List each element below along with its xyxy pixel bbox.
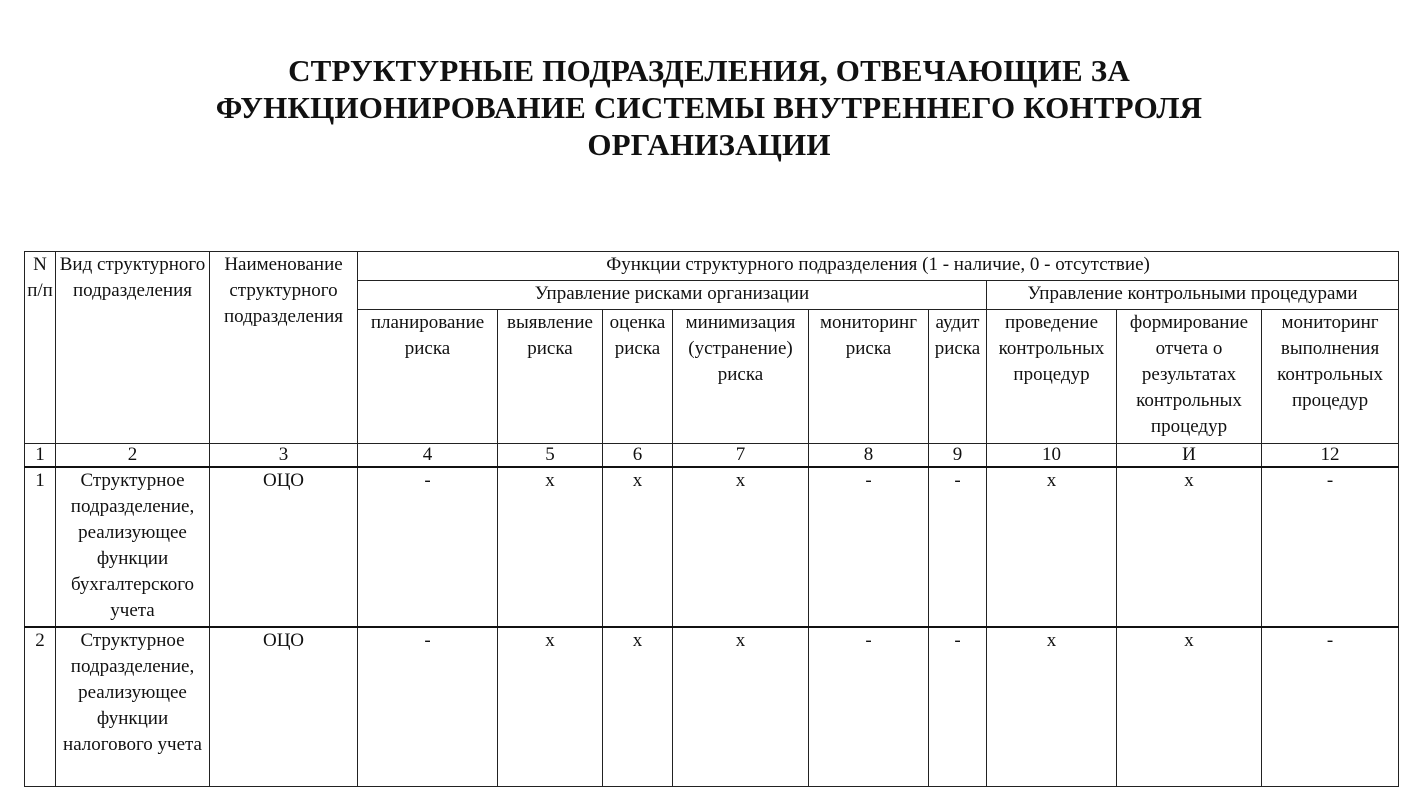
row-name: ОЦО xyxy=(210,627,358,787)
header-col-11: формирование отчета о результатах контрольных процедур xyxy=(1117,310,1262,444)
table-cell: х xyxy=(1117,627,1262,787)
header-functions: Функции структурного подразделения (1 - наличие, 0 - отсутствие) xyxy=(358,252,1399,281)
table-cell: х xyxy=(603,467,673,627)
header-col-5: выявление риска xyxy=(498,310,603,444)
table-cell: - xyxy=(358,467,498,627)
table-cell: х xyxy=(498,467,603,627)
column-number: 6 xyxy=(603,444,673,468)
table-cell: - xyxy=(1262,467,1399,627)
header-col-6: оценка риска xyxy=(603,310,673,444)
header-col-8: мониторинг риска xyxy=(809,310,929,444)
table-cell: - xyxy=(1262,627,1399,787)
table-cell: х xyxy=(673,467,809,627)
row-num: 1 xyxy=(25,467,56,627)
header-col-10: проведение контрольных процедур xyxy=(987,310,1117,444)
header-name: Наименование структурного подразделения xyxy=(210,252,358,444)
column-number: 10 xyxy=(987,444,1117,468)
subdivisions-table xyxy=(24,251,1399,787)
header-num: N п/п xyxy=(25,252,56,444)
header-col-7: минимизация (устранение) риска xyxy=(673,310,809,444)
column-number: И xyxy=(1117,444,1262,468)
table-row xyxy=(25,467,1399,627)
table-cell: - xyxy=(929,467,987,627)
table-cell: х xyxy=(673,627,809,787)
column-number: 8 xyxy=(809,444,929,468)
row-name: ОЦО xyxy=(210,467,358,627)
table-cell: - xyxy=(929,627,987,787)
column-numbers-row xyxy=(25,444,1399,468)
row-type: Структурное подразделение, реализующее функции бухгалтерского учета xyxy=(56,467,210,627)
title-line-1: СТРУКТУРНЫЕ ПОДРАЗДЕЛЕНИЯ, ОТВЕЧАЮЩИЕ ЗА xyxy=(288,53,1130,88)
column-number: 4 xyxy=(358,444,498,468)
column-number: 2 xyxy=(56,444,210,468)
table-cell: х xyxy=(987,627,1117,787)
table-cell: х xyxy=(603,627,673,787)
row-type: Структурное подразделение, реализующее функции налогового учета xyxy=(56,627,210,787)
column-number: 12 xyxy=(1262,444,1399,468)
table-row xyxy=(25,627,1399,787)
column-number: 3 xyxy=(210,444,358,468)
title-line-3: ОРГАНИЗАЦИИ xyxy=(587,127,831,162)
page-title xyxy=(0,52,1418,163)
table-cell: х xyxy=(1117,467,1262,627)
title-line-2: ФУНКЦИОНИРОВАНИЕ СИСТЕМЫ ВНУТРЕННЕГО КОНТРОЛЯ xyxy=(215,90,1203,125)
row-num: 2 xyxy=(25,627,56,787)
table-cell: - xyxy=(809,467,929,627)
table-cell: х xyxy=(498,627,603,787)
table-cell: - xyxy=(358,627,498,787)
header-control-group: Управление контрольными процедурами xyxy=(987,281,1399,310)
header-col-4: планирование риска xyxy=(358,310,498,444)
header-type: Вид структурного подразделения xyxy=(56,252,210,444)
column-number: 5 xyxy=(498,444,603,468)
column-number: 7 xyxy=(673,444,809,468)
header-col-9: аудит риска xyxy=(929,310,987,444)
header-risk-group: Управление рисками организации xyxy=(358,281,987,310)
header-col-12: мониторинг выполнения контрольных процедур xyxy=(1262,310,1399,444)
column-number: 9 xyxy=(929,444,987,468)
table-cell: х xyxy=(987,467,1117,627)
table-cell: - xyxy=(809,627,929,787)
column-number: 1 xyxy=(25,444,56,468)
